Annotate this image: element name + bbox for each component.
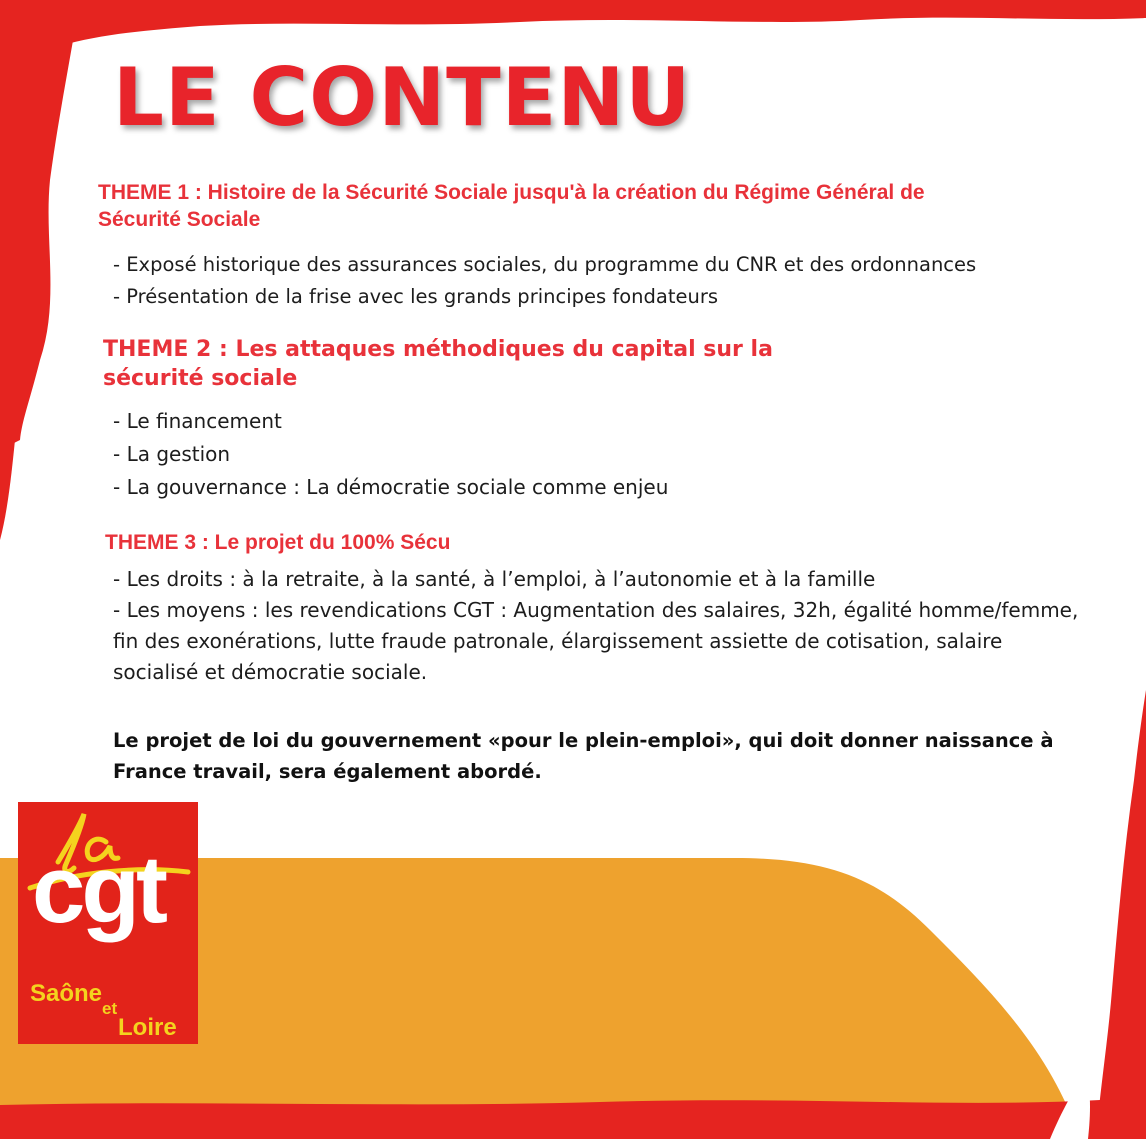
list-item: - Présentation de la frise avec les grands principes fondateurs xyxy=(113,285,719,308)
logo-region-and: et xyxy=(102,999,118,1018)
closing-note: Le projet de loi du gouvernement «pour le plein-emploi», qui doit donner naissance à France travail, sera également abordé. xyxy=(113,729,1054,783)
list-item: - Le financement xyxy=(113,409,282,433)
list-item: - Les moyens : les revendications CGT : Augmentation des salaires, 32h, égalité homme/femme, fin des exonérations, lutte fraude patronale, élargissement assiette de cotisation, salaire socialisé et démocratie sociale. xyxy=(113,598,1079,684)
logo-region-line2: Loire xyxy=(118,1014,177,1041)
logo-cgt-text: cgt xyxy=(32,836,164,943)
red-brush-bottom xyxy=(0,1098,1146,1139)
list-item: - La gouvernance : La démocratie sociale comme enjeu xyxy=(113,475,669,499)
list-item: - La gestion xyxy=(113,442,231,466)
red-brush-right xyxy=(1096,690,1146,1139)
theme-1-list xyxy=(113,249,976,313)
theme-1-heading: THEME 1 : Histoire de la Sécurité Sociale jusqu'à la création du Régime Général de Sécurité Sociale xyxy=(98,181,925,231)
theme-3-heading: THEME 3 : Le projet du 100% Sécu xyxy=(105,531,451,554)
red-brush-left xyxy=(0,0,80,450)
list-item: - Exposé historique des assurances sociales, du programme du CNR et des ordonnances xyxy=(113,253,977,276)
cgt-logo xyxy=(18,802,198,1044)
page-title: LE CONTENU xyxy=(113,51,692,144)
red-brush-top xyxy=(0,0,1146,48)
list-item: - Les droits : à la retraite, à la santé, à l’emploi, à l’autonomie et à la famille xyxy=(113,567,876,591)
logo-region-line1: Saône xyxy=(30,980,103,1007)
theme-2-list xyxy=(113,405,668,504)
theme-3-list xyxy=(113,564,1083,688)
theme-2-heading: THEME 2 : Les attaques méthodiques du capital sur la sécurité sociale xyxy=(103,337,773,391)
red-brush-left-streak xyxy=(0,430,16,540)
